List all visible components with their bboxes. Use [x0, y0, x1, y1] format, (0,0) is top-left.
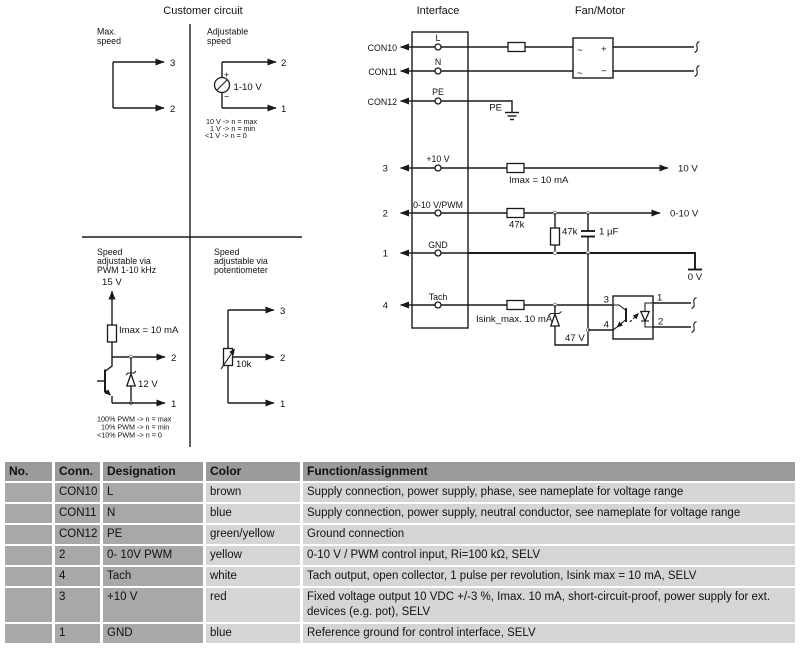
svg-text:adjustable via: adjustable via	[214, 256, 268, 266]
pin-label: 3	[170, 58, 176, 69]
pin-label: 2	[280, 353, 286, 364]
svg-text:PWM 1-10 kHz: PWM 1-10 kHz	[97, 265, 157, 275]
cell-color: yellow	[206, 546, 300, 565]
cell-function: Fixed voltage output 10 VDC +/-3 %, Imax. 10 mA, short-circuit-proof, power supply for ext. devices (e.g. pot), SELV	[303, 588, 795, 622]
table-row	[5, 483, 795, 502]
table-row	[5, 624, 795, 643]
minus-symbol: −	[601, 66, 607, 77]
fan-motor-section	[573, 5, 700, 79]
terminal-row-tach	[383, 292, 468, 312]
cell-designation: N	[103, 504, 203, 523]
header-conn: Conn.	[55, 462, 100, 481]
terminal-label: PE	[432, 87, 444, 97]
connector-label: CON11	[368, 67, 397, 77]
capacitor-value: 1 µF	[599, 226, 619, 238]
cell-conn: 4	[55, 567, 100, 586]
table-row	[5, 588, 795, 622]
header-function: Function/assignment	[303, 462, 795, 481]
opto-pin-label: 1	[657, 292, 663, 304]
pe-ground-label: PE	[489, 102, 502, 114]
terminal-row-pwm	[383, 200, 468, 220]
pin-number: 4	[382, 300, 388, 312]
terminal-circle	[435, 210, 441, 216]
svg-text:speed: speed	[207, 36, 231, 46]
wire-break-icon	[695, 42, 700, 53]
header-no: No.	[5, 462, 52, 481]
opto-pin-label: 3	[603, 294, 609, 306]
terminal-circle	[435, 250, 441, 256]
cell-color: blue	[206, 624, 300, 643]
note-text: 100% PWM -> n = max	[97, 414, 172, 424]
terminal-circle	[435, 165, 441, 171]
note-text: 1 V -> n = min	[210, 124, 256, 133]
optocoupler-box	[604, 293, 664, 340]
plus-symbol: +	[601, 44, 607, 55]
cell-no	[5, 504, 52, 523]
table-row	[5, 567, 795, 586]
max-speed-circuit	[97, 27, 175, 116]
interface-section	[368, 5, 703, 345]
resistor-value: Isink_max. 10 mA	[476, 314, 553, 325]
terminal-label: GND	[428, 240, 448, 250]
max-speed-label: Max.	[97, 26, 117, 37]
earth-ground-icon	[505, 113, 519, 120]
fuse-icon	[508, 43, 525, 52]
interface-box	[412, 32, 468, 328]
pin-label: 2	[171, 353, 177, 364]
connector-label: CON12	[367, 97, 397, 107]
terminal-label: +10 V	[426, 154, 450, 164]
cell-no	[5, 525, 52, 544]
cell-conn: CON12	[55, 525, 100, 544]
cell-designation: L	[103, 483, 203, 502]
cell-designation: Tach	[103, 567, 203, 586]
table-row	[5, 525, 795, 544]
pin-number: 1	[382, 248, 388, 260]
cell-no	[5, 483, 52, 502]
wire-break-icon	[692, 298, 697, 309]
cell-designation: +10 V	[103, 588, 203, 622]
cell-conn: 1	[55, 624, 100, 643]
header-designation: Designation	[103, 462, 203, 481]
resistor-value: 47k	[562, 226, 578, 238]
resistor-icon	[108, 325, 117, 342]
pin-label: 2	[170, 104, 176, 115]
terminal-circle	[435, 68, 441, 74]
connector-label: CON10	[367, 43, 397, 53]
opto-transistor-icon	[613, 305, 626, 330]
resistor-value: Imax = 10 mA	[509, 175, 569, 186]
cell-function: Reference ground for control interface, SELV	[303, 624, 795, 643]
header-color: Color	[206, 462, 300, 481]
note-text: 10% PWM -> n = min	[101, 422, 170, 432]
cell-function: Supply connection, power supply, neutral conductor, see nameplate for voltage range	[303, 504, 795, 523]
cell-no	[5, 546, 52, 565]
terminal-circle	[435, 302, 441, 308]
cell-conn: 3	[55, 588, 100, 622]
capacitor-icon	[581, 213, 595, 253]
cell-designation: PE	[103, 525, 203, 544]
cell-color: blue	[206, 504, 300, 523]
transistor-icon	[97, 357, 112, 403]
svg-text:potentiometer: potentiometer	[214, 265, 268, 275]
cell-function: 0-10 V / PWM control input, Ri=100 kΩ, SELV	[303, 546, 795, 565]
opto-pin-label: 2	[658, 316, 664, 328]
cell-designation: 0- 10V PWM	[103, 546, 203, 565]
terminal-row-N	[368, 57, 468, 77]
pin-number: 3	[382, 163, 388, 175]
pwm-circuit	[97, 247, 179, 440]
source-value: 1-10 V	[233, 82, 262, 93]
table-row	[5, 546, 795, 565]
cell-color: red	[206, 588, 300, 622]
pin-label: 1	[171, 399, 177, 410]
plus-sign: +	[224, 70, 230, 80]
table-header-row	[5, 462, 795, 481]
svg-text:speed: speed	[97, 36, 121, 46]
resistor-value: 47k	[509, 219, 525, 231]
cell-color: green/yellow	[206, 525, 300, 544]
gnd-label: 0 V	[687, 272, 703, 283]
wire-break-icon	[692, 322, 697, 333]
cell-designation: GND	[103, 624, 203, 643]
resistor-icon	[507, 164, 524, 173]
customer-circuit-section	[82, 5, 302, 447]
note-text: <1 V -> n = 0	[205, 131, 247, 140]
adjustable-speed-label: Adjustable	[207, 26, 249, 37]
cell-no	[5, 624, 52, 643]
pin-label: 2	[281, 58, 287, 69]
terminal-row-PE	[368, 87, 468, 107]
table-row	[5, 504, 795, 523]
note-text: <10% PWM -> n = 0	[97, 430, 162, 440]
resistor-value: Imax = 10 mA	[119, 325, 179, 336]
ac-symbol: ~	[577, 68, 583, 79]
opto-pin-label: 4	[603, 319, 609, 331]
interface-title: Interface	[416, 5, 460, 17]
svg-text:adjustable via: adjustable via	[97, 256, 151, 266]
adjustable-speed-circuit	[205, 27, 286, 141]
cell-no	[5, 567, 52, 586]
terminal-row-gnd	[383, 240, 468, 260]
terminal-label: L	[435, 33, 441, 43]
cell-conn: CON11	[55, 504, 100, 523]
cell-function: Ground connection	[303, 525, 795, 544]
resistor-icon	[551, 228, 560, 245]
connection-table	[2, 460, 798, 645]
pin-number: 2	[382, 208, 388, 220]
zener-value: 47 V	[565, 333, 585, 344]
pin-label: 1	[280, 399, 286, 410]
customer-circuit-title: Customer circuit	[163, 5, 243, 17]
cell-color: brown	[206, 483, 300, 502]
pwm-label: Speed	[97, 247, 123, 257]
resistor-icon	[507, 209, 524, 218]
terminal-label: N	[434, 57, 442, 67]
cell-conn: CON10	[55, 483, 100, 502]
zener-value: 12 V	[138, 379, 158, 390]
output-label-10v: 10 V	[678, 163, 698, 175]
cell-function: Supply connection, power supply, phase, see nameplate for voltage range	[303, 483, 795, 502]
rectifier-box	[573, 38, 613, 79]
terminal-label: Tach	[428, 292, 448, 302]
pin-label: 1	[281, 104, 287, 115]
opto-diode-icon	[641, 303, 653, 327]
ac-symbol: ~	[577, 45, 583, 56]
terminal-circle	[435, 98, 441, 104]
output-label-0-10v: 0-10 V	[670, 208, 699, 220]
potentiometer-circuit	[214, 247, 285, 410]
terminal-row-L	[368, 33, 468, 53]
supply-voltage-label: 15 V	[102, 277, 122, 288]
terminal-row-10v	[383, 154, 468, 175]
resistor-icon	[507, 301, 524, 310]
pin-label: 3	[280, 306, 286, 317]
fan-motor-title: Fan/Motor	[574, 5, 626, 17]
terminal-circle	[435, 44, 441, 50]
cell-color: white	[206, 567, 300, 586]
pot-label: Speed	[214, 247, 240, 257]
zener-diode-icon	[126, 357, 136, 403]
wire-break-icon	[695, 66, 700, 77]
light-arrow-icon	[630, 314, 639, 323]
cell-no	[5, 588, 52, 622]
note-text: 10 V -> n = max	[206, 117, 258, 126]
cell-function: Tach output, open collector, 1 pulse per revolution, Isink max = 10 mA, SELV	[303, 567, 795, 586]
cell-conn: 2	[55, 546, 100, 565]
minus-sign: −	[224, 91, 230, 102]
pot-value: 10k	[236, 359, 252, 370]
terminal-label: 0-10 V/PWM	[413, 200, 463, 210]
